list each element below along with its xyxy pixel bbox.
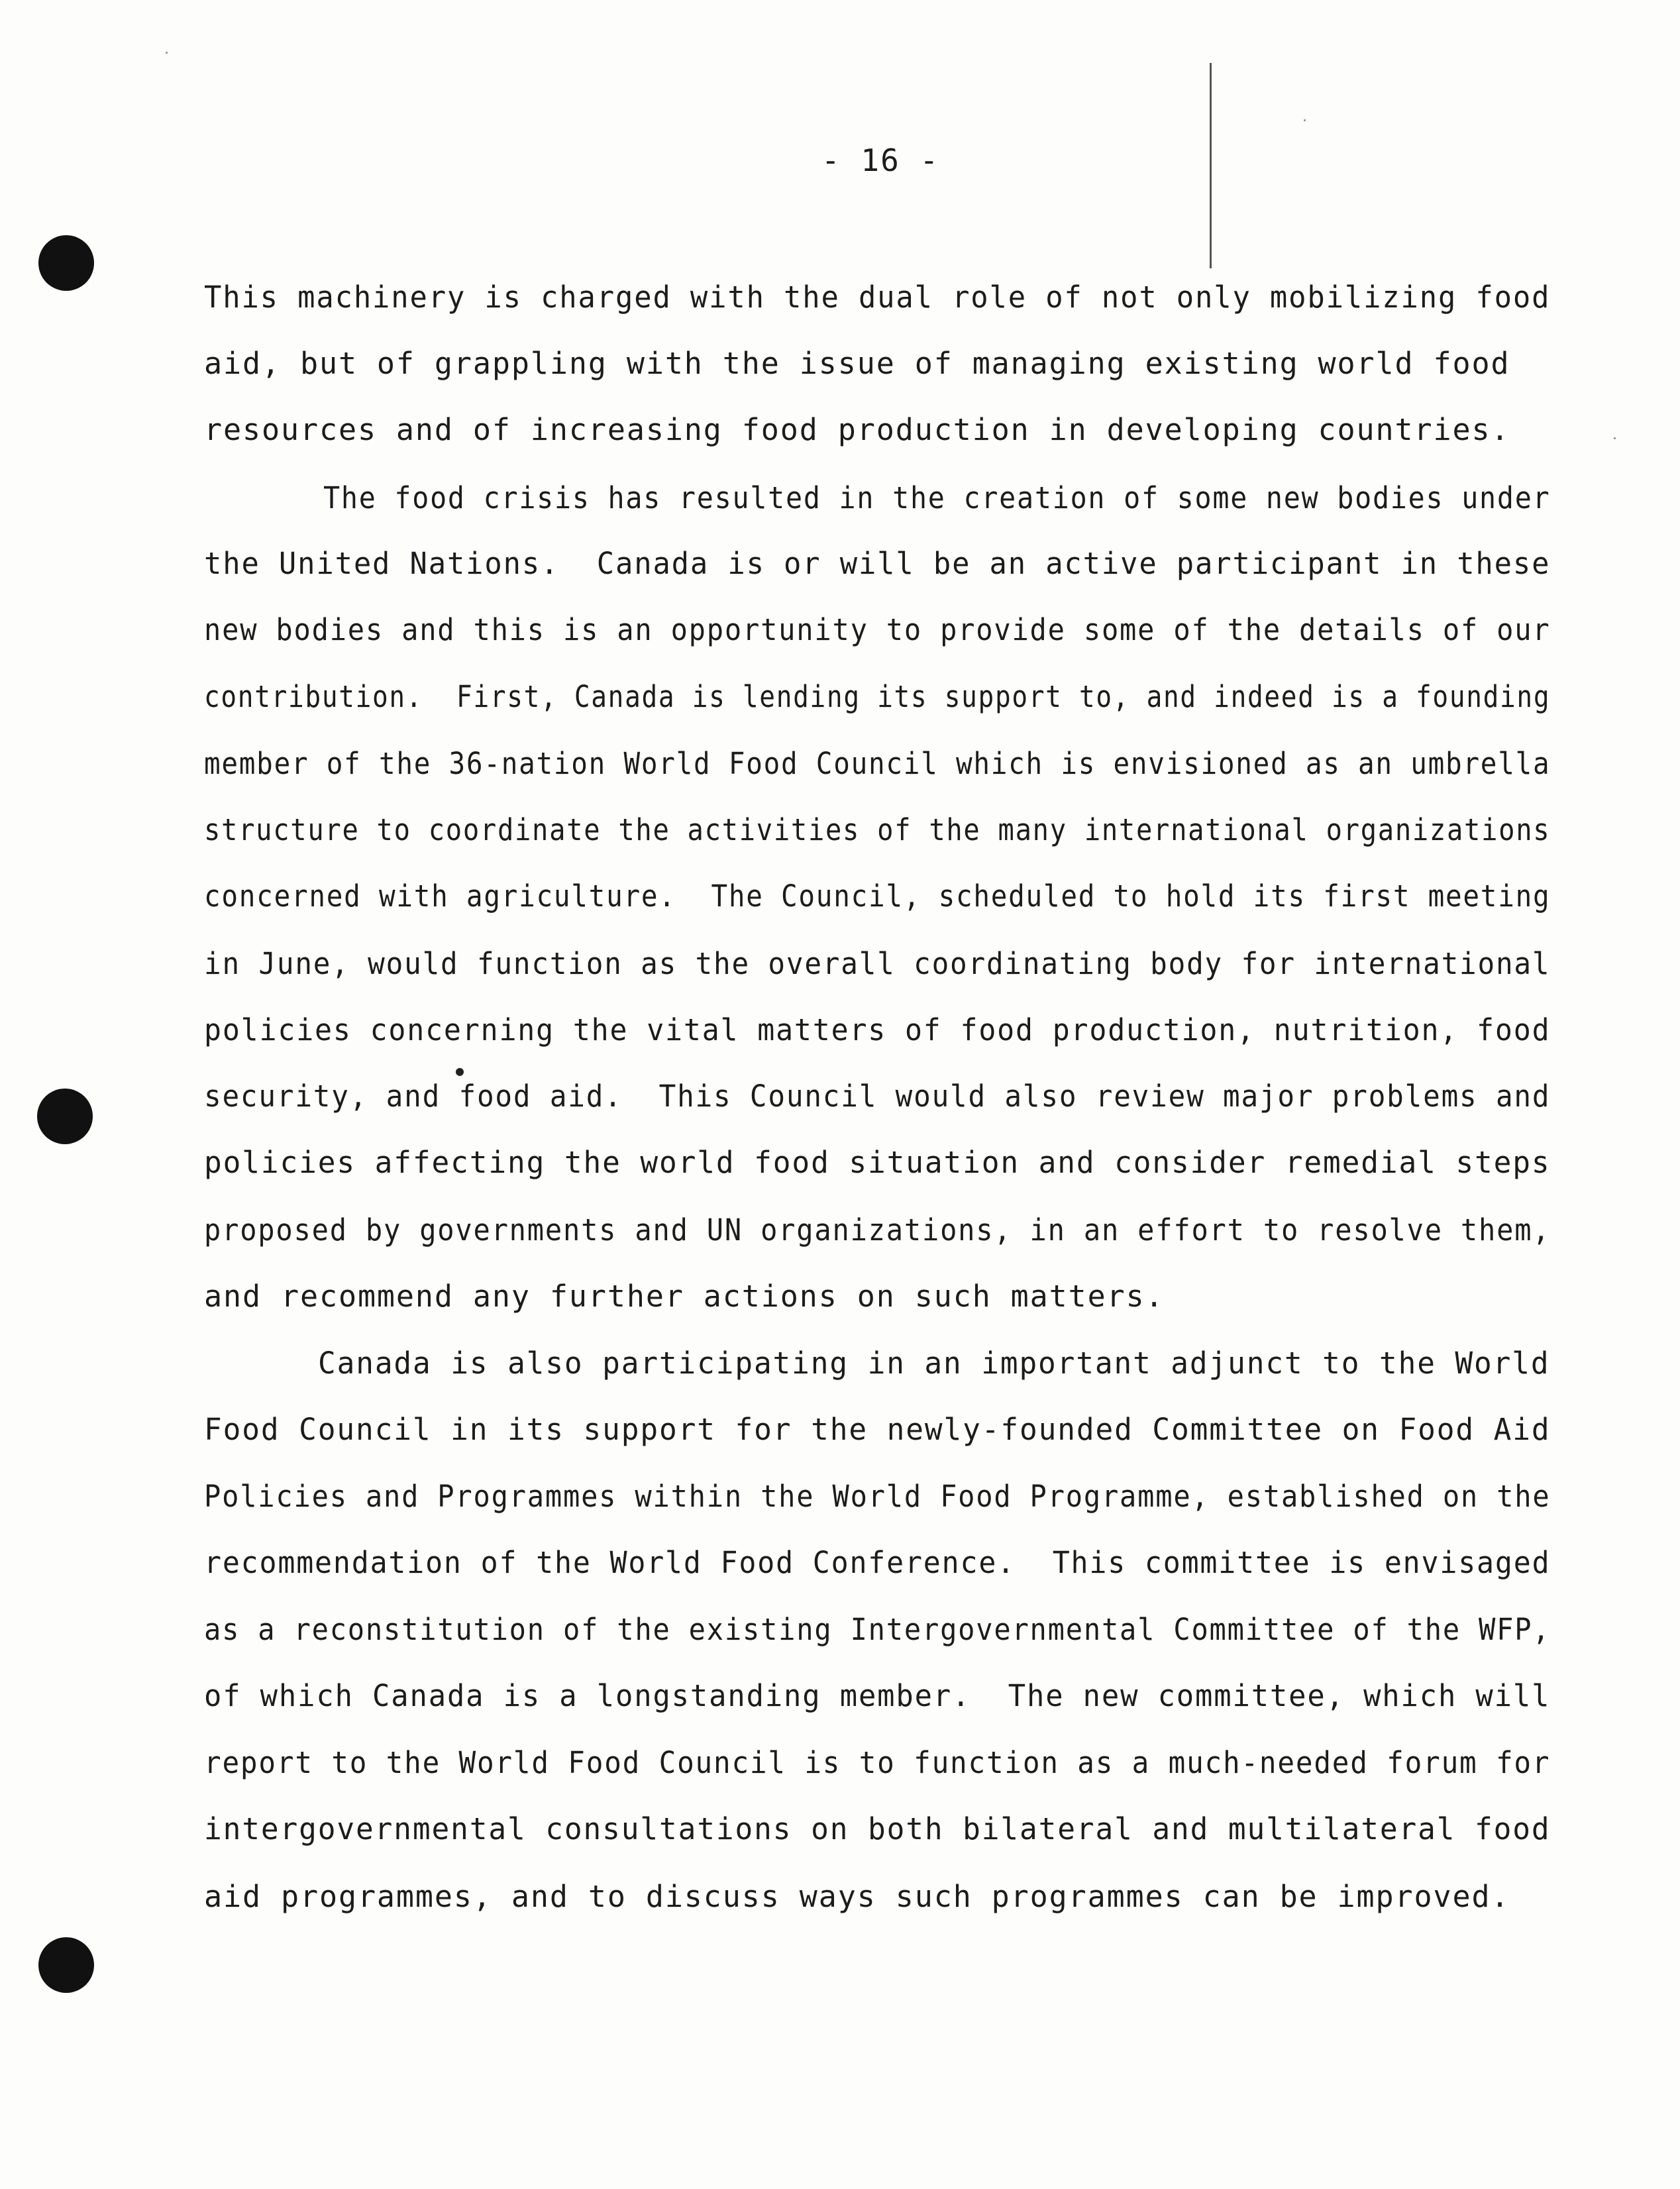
body-line-1: This machinery is charged with the dual role of not only mobilizing food bbox=[204, 280, 1551, 315]
body-line-16: and recommend any further actions on such matters. bbox=[204, 1279, 1165, 1314]
body-line-13: security, and food aid. This Council would also review major problems and bbox=[204, 1079, 1551, 1114]
body-line-11: in June, would function as the overall coordinating body for international bbox=[204, 946, 1551, 981]
body-line-4-paragraph-start: The food crisis has resulted in the creation of some new bodies under bbox=[323, 480, 1551, 515]
body-line-21: as a reconstitution of the existing Intergovernmental Committee of the WFP, bbox=[204, 1612, 1551, 1647]
body-line-9: structure to coordinate the activities of the many international organizations bbox=[204, 812, 1551, 847]
punch-hole-top bbox=[38, 235, 94, 291]
body-line-18: Food Council in its support for the newly-founded Committee on Food Aid bbox=[204, 1412, 1551, 1447]
scan-speck bbox=[456, 1068, 464, 1076]
body-line-24: intergovernmental consultations on both bilateral and multilateral food bbox=[204, 1811, 1551, 1846]
punch-hole-middle bbox=[37, 1089, 93, 1144]
body-line-7: contribution. First, Canada is lending its support to, and indeed is a founding bbox=[204, 679, 1551, 714]
body-line-22: of which Canada is a longstanding member. The new committee, which will bbox=[204, 1678, 1551, 1713]
punch-hole-bottom bbox=[38, 1937, 94, 1993]
scan-speck bbox=[1614, 437, 1616, 439]
body-line-10: concerned with agriculture. The Council, scheduled to hold its first meeting bbox=[204, 879, 1551, 914]
scan-speck bbox=[166, 52, 168, 54]
body-line-12: policies concerning the vital matters of food production, nutrition, food bbox=[204, 1012, 1551, 1047]
page-number: - 16 - bbox=[821, 142, 940, 178]
body-line-14: policies affecting the world food situation and consider remedial steps bbox=[204, 1145, 1551, 1180]
scan-speck bbox=[1304, 119, 1306, 121]
body-line-2: aid, but of grappling with the issue of managing existing world food bbox=[204, 346, 1510, 381]
body-line-25: aid programmes, and to discuss ways such programmes can be improved. bbox=[204, 1879, 1510, 1914]
body-line-19: Policies and Programmes within the World Food Programme, established on the bbox=[204, 1479, 1551, 1514]
body-line-15: proposed by governments and UN organizations, in an effort to resolve them, bbox=[204, 1212, 1551, 1248]
body-line-5: the United Nations. Canada is or will be an active participant in these bbox=[204, 546, 1551, 581]
body-line-3: resources and of increasing food production in developing countries. bbox=[204, 412, 1510, 447]
body-line-23: report to the World Food Council is to function as a much-needed forum for bbox=[204, 1745, 1551, 1780]
body-line-17-paragraph-start: Canada is also participating in an important adjunct to the World bbox=[318, 1346, 1550, 1381]
body-line-20: recommendation of the World Food Conference. This committee is envisaged bbox=[204, 1545, 1551, 1580]
margin-line bbox=[1210, 63, 1212, 268]
body-line-8: member of the 36-nation World Food Council which is envisioned as an umbrella bbox=[204, 746, 1551, 781]
body-line-6: new bodies and this is an opportunity to provide some of the details of our bbox=[204, 612, 1551, 647]
